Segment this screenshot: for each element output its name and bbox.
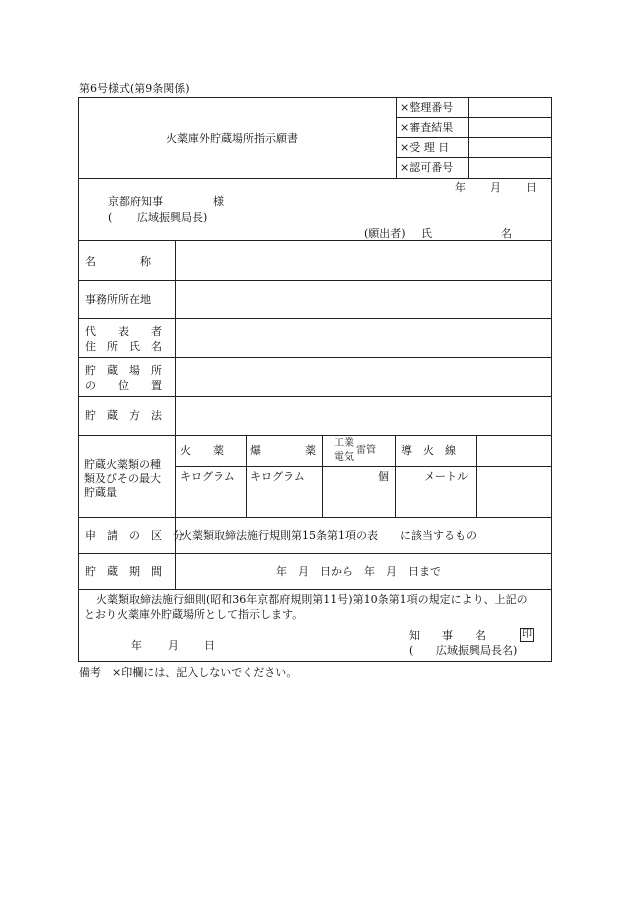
row-rule [78, 357, 552, 358]
row-rule [78, 517, 552, 518]
footnote: 備考 ×印欄には、記入しないでください。 [79, 666, 298, 679]
label-max-storage-2: 類及びその最大 [84, 472, 161, 485]
directive-governor-name: 知 事 名 [409, 629, 486, 642]
directive-line-1: 火薬類取締法施行細則(昭和36年京都府規則第11号)第10条第1項の規定により、上記の [96, 593, 528, 606]
label-application-category: 申 請 の 区 分 [85, 529, 184, 542]
office-field-seiri: ×整理番号 [400, 101, 454, 114]
office-box-rule [396, 117, 552, 118]
addressee-honorific: 様 [213, 195, 224, 208]
label-storage-place: 貯 蔵 場 所 [85, 364, 162, 377]
explosive-gunpowder: 火 薬 [180, 444, 224, 457]
directive-bureau-name: 広域振興局長名) [436, 644, 518, 657]
explosive-header-rule [175, 466, 552, 467]
row-rule [78, 178, 552, 179]
addressee-paren: ( [108, 211, 113, 224]
unit-pieces: 個 [378, 470, 389, 483]
storage-period-text: 年 月 日から 年 月 日まで [276, 565, 441, 578]
date-month: 月 [490, 181, 501, 194]
date-day: 日 [526, 181, 537, 194]
explosive-detonator-electric: 電気 [334, 452, 354, 463]
applicant-role: (願出者) [364, 227, 406, 240]
application-category-text: 火薬類取締法施行規則第15条第1項の表 に該当するもの [181, 529, 477, 542]
explosive-column-divider [246, 435, 247, 518]
office-field-shinsa: ×審査結果 [400, 121, 454, 134]
form-number-label: 第6号様式(第9条関係) [79, 82, 190, 95]
explosive-column-divider [322, 435, 323, 518]
label-office-address: 事務所所在地 [85, 293, 151, 306]
explosive-column-divider [395, 435, 396, 518]
directive-line-2: とおり火薬庫外貯蔵場所として指示します。 [84, 608, 304, 621]
office-box-rule [396, 157, 552, 158]
addressee-governor: 京都府知事 [108, 195, 163, 208]
label-representative: 代 表 者 [85, 325, 162, 338]
office-field-ninka: ×認可番号 [400, 161, 454, 174]
row-rule [78, 240, 552, 241]
office-field-juri: ×受 理 日 [400, 141, 450, 154]
table-border-top [78, 97, 552, 98]
table-border-bottom [78, 661, 552, 662]
explosive-fuse: 導 火 線 [401, 444, 456, 457]
date-year: 年 [455, 181, 466, 194]
row-rule [78, 553, 552, 554]
unit-meter: メートル [424, 470, 468, 483]
unit-kilogram: キログラム [180, 470, 235, 483]
explosive-column-divider [476, 435, 477, 518]
document-title: 火薬庫外貯蔵場所指示願書 [166, 132, 298, 145]
addressee-bureau: 広域振興局長) [137, 211, 208, 224]
label-storage-method: 貯 蔵 方 法 [85, 409, 162, 422]
label-max-storage-3: 貯蔵量 [84, 486, 117, 499]
directive-month: 月 [168, 639, 179, 652]
explosive-detonator: 雷管 [356, 445, 376, 456]
directive-year: 年 [131, 639, 142, 652]
label-name: 名 称 [85, 255, 151, 268]
label-representative-address: 住 所 氏 名 [85, 340, 162, 353]
label-storage-period: 貯 蔵 期 間 [85, 565, 162, 578]
explosive-high-explosive: 爆 薬 [250, 444, 316, 457]
row-rule [78, 435, 552, 436]
unit-kilogram: キログラム [250, 470, 305, 483]
row-rule [78, 396, 552, 397]
label-max-storage-1: 貯蔵火薬類の種 [84, 458, 161, 471]
seal-mark: 印 [522, 629, 532, 640]
applicant-mei: 名 [501, 227, 512, 240]
directive-bureau-paren: ( [409, 644, 414, 657]
table-border-left [78, 97, 79, 662]
directive-day: 日 [204, 639, 215, 652]
applicant-shi: 氏 [421, 227, 432, 240]
row-rule [78, 318, 552, 319]
row-rule [78, 589, 552, 590]
label-storage-location: の 位 置 [85, 379, 162, 392]
row-rule [78, 280, 552, 281]
table-border-right [551, 97, 552, 662]
explosive-detonator-industrial: 工業 [334, 438, 354, 449]
office-box-rule [396, 137, 552, 138]
